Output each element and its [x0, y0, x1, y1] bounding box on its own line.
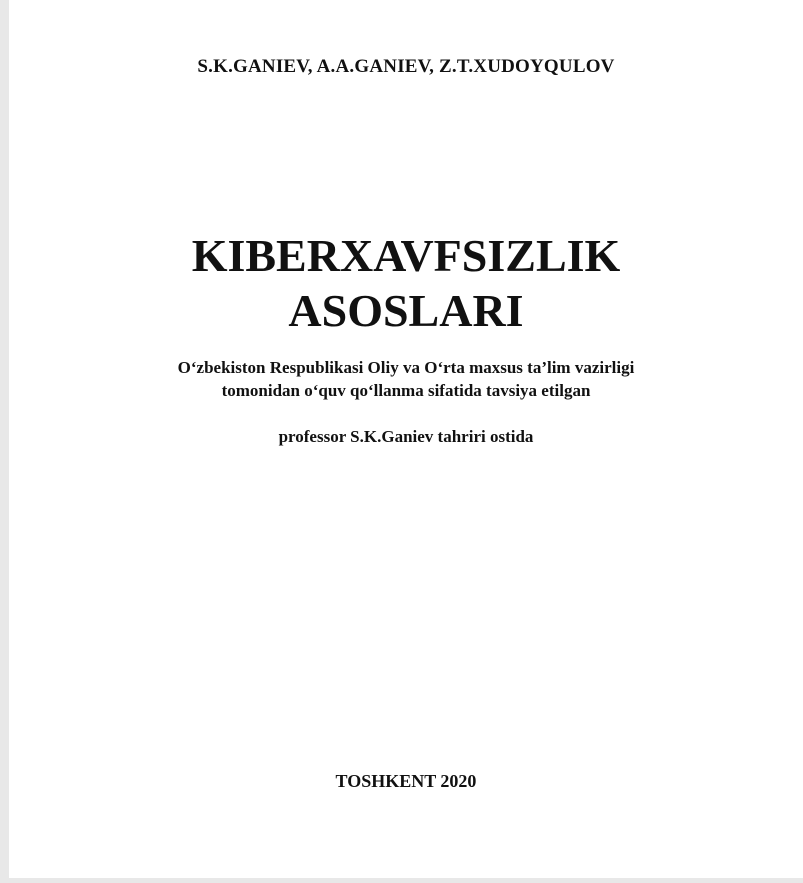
recommendation-line-2: tomonidan o‘quv qo‘llanma sifatida tavsiya etilgan [221, 381, 591, 400]
book-title-line-2: ASOSLARI [288, 285, 524, 336]
editor-note: professor S.K.Ganiev tahriri ostida [278, 427, 534, 446]
authors: S.K.GANIEV, A.A.GANIEV, Z.T.XUDOYQULOV [197, 56, 615, 77]
imprint: TOSHKENT 2020 [335, 771, 477, 791]
book-title-line-1: KIBERXAVFSIZLIK [191, 230, 621, 281]
recommendation-line-1: O‘zbekiston Respublikasi Oliy va O‘rta maxsus ta’lim vazirligi [177, 358, 635, 377]
title-page [9, 0, 803, 878]
